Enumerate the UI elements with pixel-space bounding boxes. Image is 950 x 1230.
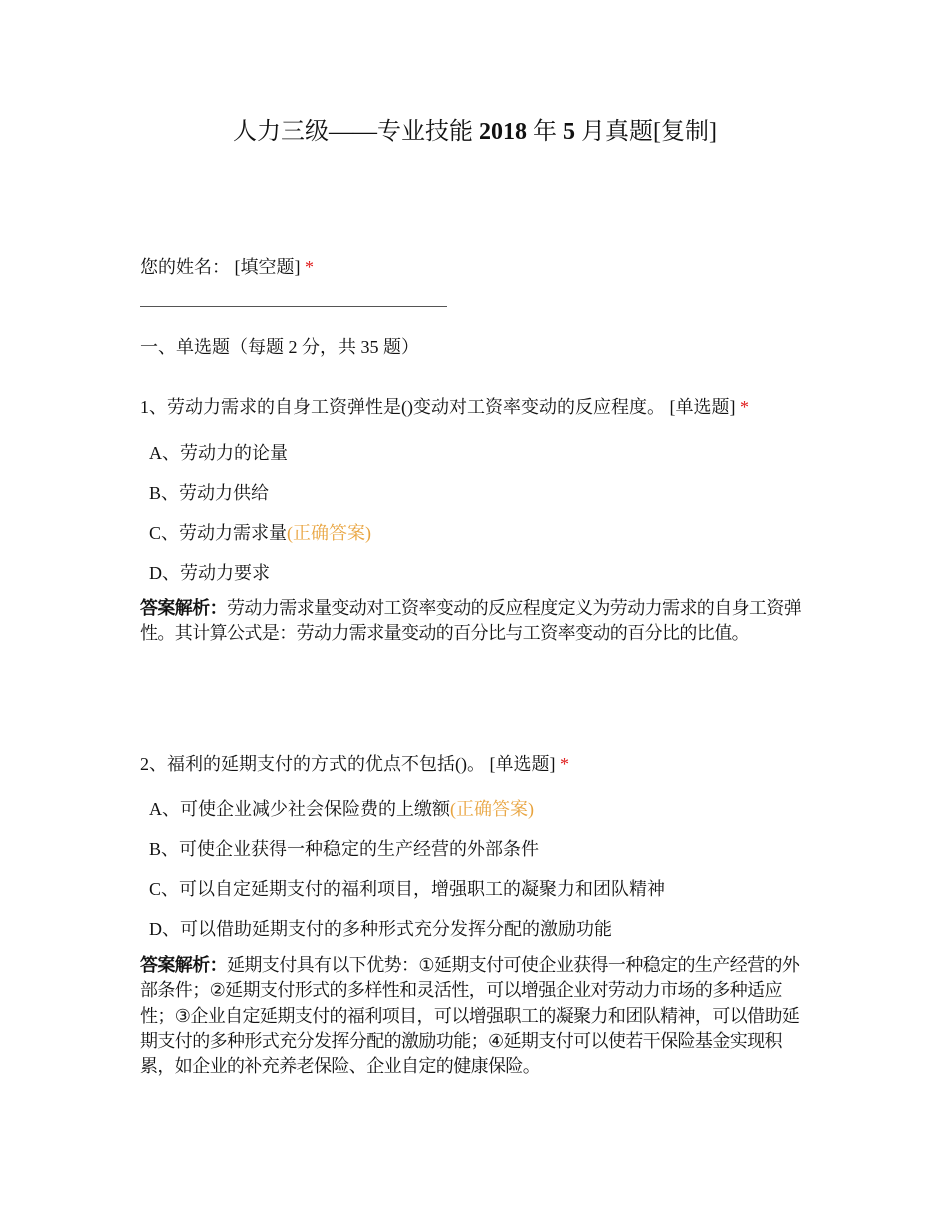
option-c xyxy=(149,519,371,545)
option-a xyxy=(149,795,534,821)
question-type: [填空题] xyxy=(234,257,301,277)
title-text: 年 xyxy=(527,119,563,145)
option-d: D、劳动力要求 xyxy=(149,563,270,583)
option-c: C、可以自定延期支付的福利项目，增强职工的凝聚力和团队精神 xyxy=(149,879,666,899)
option-b: B、可使企业获得一种稳定的生产经营的外部条件 xyxy=(149,839,540,859)
question-2 xyxy=(140,750,569,776)
title-year: 2018 xyxy=(479,119,527,145)
name-question xyxy=(140,253,314,279)
required-marker: * xyxy=(305,257,314,277)
answer-analysis xyxy=(140,953,815,1079)
title-text: 月真题[复制] xyxy=(575,119,717,145)
option-b: B、劳动力供给 xyxy=(149,483,270,503)
analysis-label: 答案解析： xyxy=(140,955,227,976)
document-title xyxy=(0,111,950,146)
question-1 xyxy=(140,393,749,419)
required-marker: * xyxy=(740,397,749,417)
correct-answer-label: (正确答案) xyxy=(287,523,372,543)
analysis-text: 劳动力需求量变动对工资率变动的反应程度定义为劳动力需求的自身工资弹性。其计算公式是：劳动力需求量变动的百分比与工资率变动的百分比的比值。 xyxy=(140,598,802,645)
option-d: D、可以借助延期支付的多种形式充分发挥分配的激励功能 xyxy=(149,919,612,939)
name-input[interactable] xyxy=(140,306,447,307)
question-text: 1、劳动力需求的自身工资弹性是()变动对工资率变动的反应程度。 xyxy=(140,397,665,417)
section-heading: 一、单选题（每题 2 分，共 35 题） xyxy=(140,337,419,357)
name-label: 您的姓名： xyxy=(140,257,230,277)
required-marker: * xyxy=(560,754,569,774)
analysis-text: 延期支付具有以下优势：①延期支付可使企业获得一种稳定的生产经营的外部条件；②延期支付形式的多样性和灵活性，可以增强企业对劳动力市场的多种适应性；③企业自定延期支付的福利项目，可以增强职工的凝聚力和团队精神，可以借助延期支付的多种形式充分发挥分配的激励功能；④延期支付可以使若干保险基金实现积累，如企业的补充养老保险、企业自定的健康保险。 xyxy=(140,955,800,1078)
question-text: 2、福利的延期支付的方式的优点不包括()。 xyxy=(140,754,485,774)
option-text: A、可使企业减少社会保险费的上缴额 xyxy=(149,799,450,819)
title-month: 5 xyxy=(563,119,575,145)
answer-analysis xyxy=(140,596,815,647)
option-a: A、劳动力的论量 xyxy=(149,443,288,463)
title-text: 人力三级——专业技能 xyxy=(233,119,479,145)
correct-answer-label: (正确答案) xyxy=(450,799,534,819)
option-text: C、劳动力需求量 xyxy=(149,523,288,543)
question-type: [单选题] xyxy=(669,397,736,417)
analysis-label: 答案解析： xyxy=(140,598,227,619)
question-type: [单选题] xyxy=(489,754,556,774)
